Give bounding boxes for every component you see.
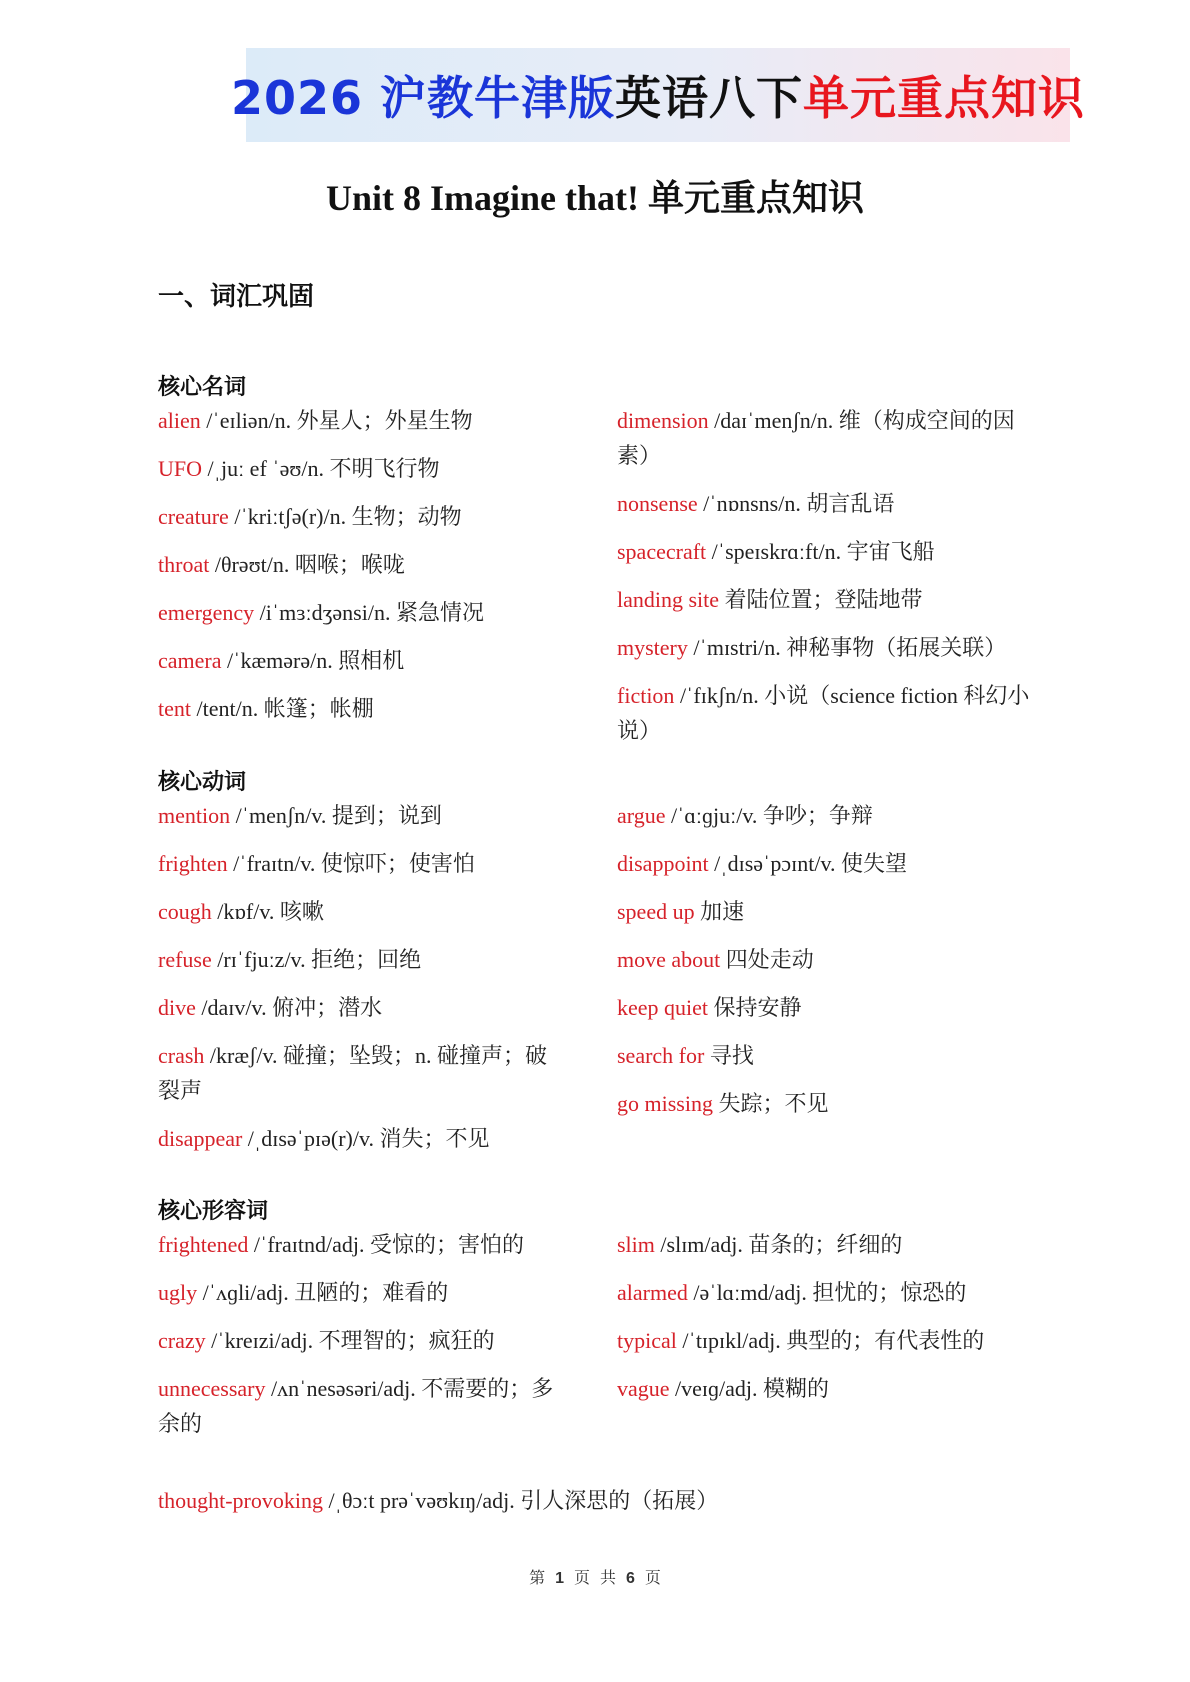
vocab-definition: /ˈmenʃn/v. 提到；说到 bbox=[230, 803, 442, 828]
banner-part-3: 单元重点知识 bbox=[803, 71, 1086, 125]
vocab-entry bbox=[617, 678, 1035, 748]
verbs-left-list bbox=[158, 798, 563, 1169]
vocab-word: mention bbox=[158, 803, 231, 828]
vocab-entry bbox=[158, 846, 563, 881]
vocab-entry bbox=[617, 894, 1035, 929]
nouns-title: 核心名词 bbox=[158, 374, 247, 399]
banner-part-1: 2026 沪教牛津版 bbox=[230, 71, 616, 125]
page-title: Unit 8 Imagine that! 单元重点知识 bbox=[326, 178, 864, 218]
vocab-word: ugly bbox=[158, 1280, 198, 1305]
vocab-word: spacecraft bbox=[617, 539, 707, 564]
vocab-definition: /ˈfraɪtnd/adj. 受惊的；害怕的 bbox=[248, 1232, 524, 1257]
vocab-definition: /ˌθɔːt prəˈvəʊkɪŋ/adj. 引人深思的（拓展） bbox=[323, 1488, 719, 1513]
vocab-definition: /ˌdɪsəˈpɪə(r)/v. 消失；不见 bbox=[242, 1126, 490, 1151]
vocab-entry bbox=[158, 894, 563, 929]
verbs-right-list bbox=[617, 798, 1035, 1134]
vocab-definition: 着陆位置；登陆地带 bbox=[719, 587, 923, 612]
vocab-definition: /θrəʊt/n. 咽喉；喉咙 bbox=[209, 552, 405, 577]
vocab-word: go missing bbox=[617, 1091, 713, 1116]
vocab-definition: /ˈeɪliən/n. 外星人；外星生物 bbox=[200, 408, 473, 433]
vocab-definition: /iˈmɜːdʒənsi/n. 紧急情况 bbox=[254, 600, 484, 625]
vocab-entry bbox=[158, 990, 563, 1025]
vocab-word: speed up bbox=[617, 899, 695, 924]
vocab-entry bbox=[158, 643, 563, 678]
vocab-word: dive bbox=[158, 995, 196, 1020]
vocab-definition: /ˈfraɪtn/v. 使惊吓；使害怕 bbox=[227, 851, 475, 876]
vocab-word: emergency bbox=[158, 600, 255, 625]
vocab-word: throat bbox=[158, 552, 210, 577]
footer-post: 页 bbox=[644, 1570, 661, 1587]
vocab-definition: /ˈfɪkʃn/n. 小说（science fiction 科幻小说） bbox=[617, 683, 1030, 743]
vocab-word: creature bbox=[158, 504, 229, 529]
footer-mid: 页 共 bbox=[573, 1570, 616, 1587]
vocab-definition: /ˈʌɡli/adj. 丑陋的；难看的 bbox=[197, 1280, 449, 1305]
vocab-entry bbox=[158, 499, 563, 534]
vocab-definition: /kɒf/v. 咳嗽 bbox=[211, 899, 324, 924]
vocab-entry bbox=[617, 1086, 1035, 1121]
adjectives-right-list bbox=[617, 1227, 1035, 1419]
vocab-word: cough bbox=[158, 899, 212, 924]
vocab-word: slim bbox=[617, 1232, 655, 1257]
vocab-definition: /ˈɑːɡjuː/v. 争吵；争辩 bbox=[665, 803, 873, 828]
vocab-word: keep quiet bbox=[617, 995, 709, 1020]
vocab-entry bbox=[617, 1323, 1035, 1358]
vocab-word: mystery bbox=[617, 635, 688, 660]
vocab-entry bbox=[617, 1227, 1035, 1262]
section-title: 一、词汇巩固 bbox=[158, 282, 315, 311]
vocab-word: tent bbox=[158, 696, 191, 721]
vocab-word: disappoint bbox=[617, 851, 709, 876]
vocab-entry bbox=[158, 1227, 563, 1262]
vocab-entry bbox=[158, 451, 563, 486]
vocab-entry bbox=[158, 1275, 563, 1310]
vocab-definition: /əˈlɑːmd/adj. 担忧的；惊恐的 bbox=[687, 1280, 967, 1305]
vocab-entry bbox=[617, 582, 1035, 617]
header-banner bbox=[230, 48, 1086, 142]
vocab-definition: /ˈtɪpɪkl/adj. 典型的；有代表性的 bbox=[676, 1328, 985, 1353]
vocab-word: landing site bbox=[617, 587, 720, 612]
vocab-word: vague bbox=[617, 1376, 670, 1401]
adjectives-left-list bbox=[158, 1227, 563, 1454]
vocab-word: fiction bbox=[617, 683, 675, 708]
vocab-word: unnecessary bbox=[158, 1376, 266, 1401]
vocab-word: typical bbox=[617, 1328, 677, 1353]
vocab-definition: /ˈkreɪzi/adj. 不理智的；疯狂的 bbox=[205, 1328, 495, 1353]
vocab-word: crash bbox=[158, 1043, 205, 1068]
vocab-definition: 加速 bbox=[694, 899, 745, 924]
vocab-entry bbox=[617, 1275, 1035, 1310]
vocab-definition: /kræʃ/v. 碰撞；坠毁；n. 碰撞声；破裂声 bbox=[158, 1043, 548, 1103]
vocab-entry bbox=[617, 846, 1035, 881]
vocab-entry bbox=[617, 534, 1035, 569]
vocab-entry bbox=[158, 691, 563, 726]
vocab-definition: /rɪˈfjuːz/v. 拒绝；回绝 bbox=[211, 947, 422, 972]
vocab-word: frightened bbox=[158, 1232, 249, 1257]
vocab-word: move about bbox=[617, 947, 721, 972]
page-footer bbox=[0, 1565, 1190, 1588]
vocab-word: dimension bbox=[617, 408, 709, 433]
vocab-word: alien bbox=[158, 408, 201, 433]
vocab-entry bbox=[158, 942, 563, 977]
vocab-definition: 寻找 bbox=[704, 1043, 754, 1068]
vocab-definition: /ˈnɒnsns/n. 胡言乱语 bbox=[697, 491, 895, 516]
vocab-definition: /ˌjuː ef ˈəʊ/n. 不明飞行物 bbox=[202, 456, 440, 481]
vocab-entry bbox=[158, 547, 563, 582]
vocab-entry bbox=[617, 1371, 1035, 1406]
vocab-entry bbox=[617, 403, 1035, 473]
vocab-definition: 四处走动 bbox=[720, 947, 814, 972]
vocab-entry bbox=[158, 1038, 563, 1108]
vocab-definition: /daɪv/v. 俯冲；潜水 bbox=[195, 995, 383, 1020]
vocab-definition: /ˈmɪstri/n. 神秘事物（拓展关联） bbox=[687, 635, 1007, 660]
vocab-definition: 保持安静 bbox=[708, 995, 802, 1020]
footer-total-pages: 6 bbox=[626, 1570, 635, 1587]
vocab-definition: 失踪；不见 bbox=[712, 1091, 829, 1116]
vocab-word: UFO bbox=[158, 456, 203, 481]
vocab-definition: /slɪm/adj. 苗条的；纤细的 bbox=[654, 1232, 903, 1257]
vocab-entry-thought-provoking bbox=[158, 1483, 1038, 1518]
vocab-definition: /tent/n. 帐篷；帐棚 bbox=[191, 696, 374, 721]
vocab-entry bbox=[617, 630, 1035, 665]
vocab-entry bbox=[617, 798, 1035, 833]
verbs-title: 核心动词 bbox=[158, 769, 247, 794]
vocab-definition: /ˈkriːtʃə(r)/n. 生物；动物 bbox=[228, 504, 462, 529]
vocab-definition: /daɪˈmenʃn/n. 维（构成空间的因素） bbox=[617, 408, 1015, 468]
vocab-word: camera bbox=[158, 648, 222, 673]
vocab-entry bbox=[158, 1323, 563, 1358]
vocab-definition: /ˈspeɪskrɑːft/n. 宇宙飞船 bbox=[706, 539, 935, 564]
vocab-entry bbox=[158, 798, 563, 833]
vocab-definition: /veɪɡ/adj. 模糊的 bbox=[669, 1376, 830, 1401]
vocab-definition: /ˌdɪsəˈpɔɪnt/v. 使失望 bbox=[708, 851, 908, 876]
vocab-entry bbox=[617, 1038, 1035, 1073]
vocab-definition: /ʌnˈnesəsəri/adj. 不需要的；多余的 bbox=[158, 1376, 554, 1436]
vocab-word: argue bbox=[617, 803, 666, 828]
vocab-word: search for bbox=[617, 1043, 705, 1068]
banner-part-2: 英语八下 bbox=[615, 71, 804, 125]
vocab-entry bbox=[617, 990, 1035, 1025]
vocab-entry bbox=[158, 1371, 563, 1441]
vocab-entry bbox=[158, 1121, 563, 1156]
adjectives-title: 核心形容词 bbox=[158, 1198, 269, 1223]
vocab-entry bbox=[158, 403, 563, 438]
footer-page-number: 1 bbox=[555, 1570, 564, 1587]
vocab-entry bbox=[617, 942, 1035, 977]
nouns-left-list bbox=[158, 403, 563, 739]
vocab-entry bbox=[617, 486, 1035, 521]
vocab-entry bbox=[158, 595, 563, 630]
footer-pre: 第 bbox=[529, 1570, 546, 1587]
vocab-word: crazy bbox=[158, 1328, 206, 1353]
vocab-word: thought-provoking bbox=[158, 1488, 323, 1513]
vocab-word: frighten bbox=[158, 851, 228, 876]
vocab-word: refuse bbox=[158, 947, 212, 972]
vocab-word: alarmed bbox=[617, 1280, 688, 1305]
vocab-word: disappear bbox=[158, 1126, 243, 1151]
nouns-right-list bbox=[617, 403, 1035, 761]
vocab-word: nonsense bbox=[617, 491, 698, 516]
vocab-definition: /ˈkæmərə/n. 照相机 bbox=[221, 648, 405, 673]
